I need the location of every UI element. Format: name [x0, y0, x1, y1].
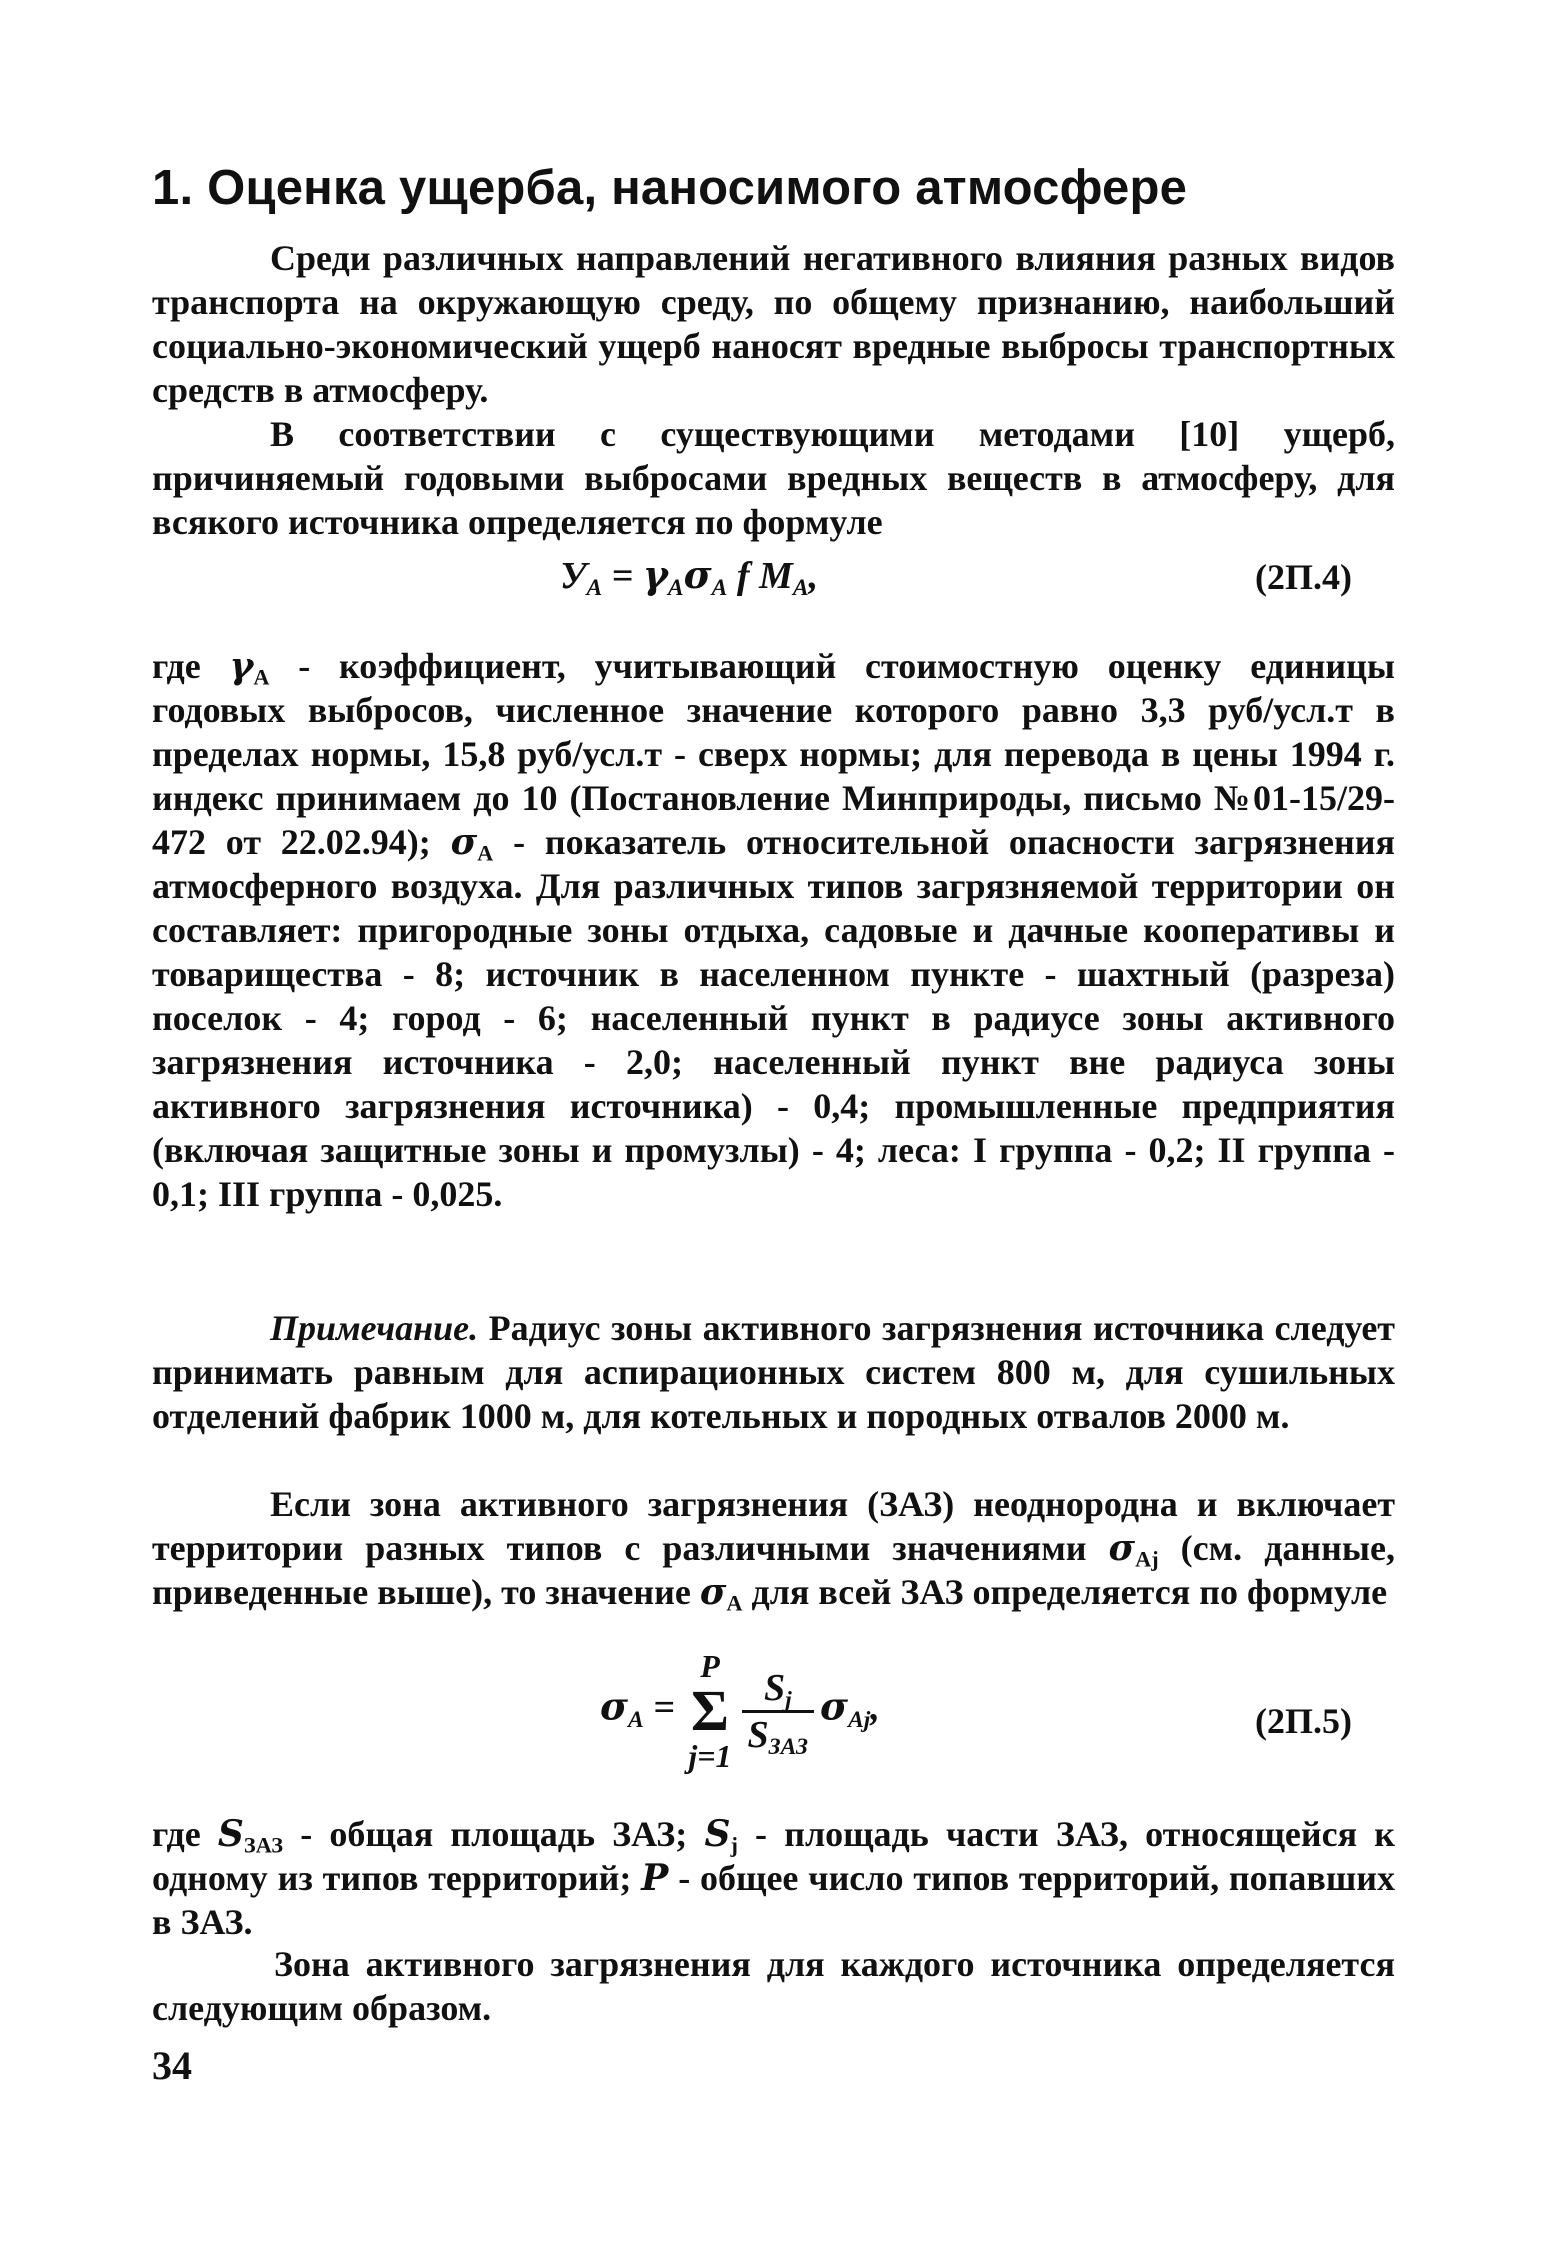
paragraph-zaz: Если зона активного загрязнения (ЗАЗ) неоднородна и включает территории разных типов с различными значениями $\sigma_{Аj}$ (см. данные, приведенные выше), то значение $\sigma_А$ для всей ЗАЗ определяется по формуле [152, 1484, 1395, 1616]
formula-2p5: $\sigma_А$ = P Σ j=1 $\frac{S_j}{S_{ЗАЗ}}$ $\sigma_{Аj}$, [600, 1648, 880, 1774]
page-number: 34 [152, 2043, 192, 2088]
paragraph-definitions: где $S_{ЗАЗ}$ - общая площадь ЗАЗ; $S_j$ - площадь части ЗАЗ, относящейся к одному из типов территорий; P - общее число типов территорий, попавших в ЗАЗ. [152, 1813, 1395, 1942]
section-heading: 1. Оценка ущерба, наносимого атмосфере [152, 161, 1188, 215]
sum-operator: P Σ j=1 [688, 1648, 732, 1774]
paragraph-intro: Среди различных направлений негативного влияния разных видов транспорта на окружающую среду, по общему признанию, наибольший социально-экономический ущерб наносят вредные выбросы транспортных средств в атмосферу. [152, 238, 1395, 410]
formula-number-2p5: (2П.5) [1255, 1701, 1352, 1741]
formula-2p4: $У_А = \gamma_А\sigma_А$ f $M_А$, [560, 552, 819, 602]
paragraph-note: Примечание. Радиус зоны активного загрязнения источника следует принимать равным для аспирационных систем 800 м, для сушильных отделений фабрик 1000 м, для котельных и породных отвалов 2000 м. [152, 1308, 1395, 1436]
paragraph-method: В соответствии с существующими методами [10] ущерб, причиняемый годовыми выбросами вредных веществ в атмосферу, для всякого источника определяется по формуле [152, 414, 1395, 542]
paragraph-closing: Зона активного загрязнения для каждого источника определяется следующим образом. [152, 1944, 1395, 2028]
paragraph-coefficients: где $\gamma_А$ - коэффициент, учитывающий стоимостную оценку единицы годовых выбросов, численное значение которого равно 3,3 руб/усл.т в пределах нормы, 15,8 руб/усл.т - сверх нормы; для перевода в цены 1994 г. индекс принимаем до 10 (Постановление Минприроды, письмо №01-15/29-472 от 22.02.94); $\sigma_А$ - показатель относительной опасности загрязнения атмосферного воздуха. Для различных типов загрязняемой территории он составляет: пригородные зоны отдыха, садовые и дачные кооперативы и товарищества - 8; источник в населенном пункте - шахтный (разреза) поселок - 4; город - 6; населенный пункт в радиусе зоны активного загрязнения источника - 2,0; населенный пункт вне радиуса зоны активного загрязнения источника) - 0,4; промышленные предприятия (включая защитные зоны и промузлы) - 4; леса: I группа - 0,2; II группа - 0,1; III группа - 0,025. [152, 645, 1396, 1214]
formula-number-2p4: (2П.4) [1255, 557, 1352, 597]
fraction: $\frac{S_j}{S_{ЗАЗ}}$ [742, 1666, 815, 1757]
